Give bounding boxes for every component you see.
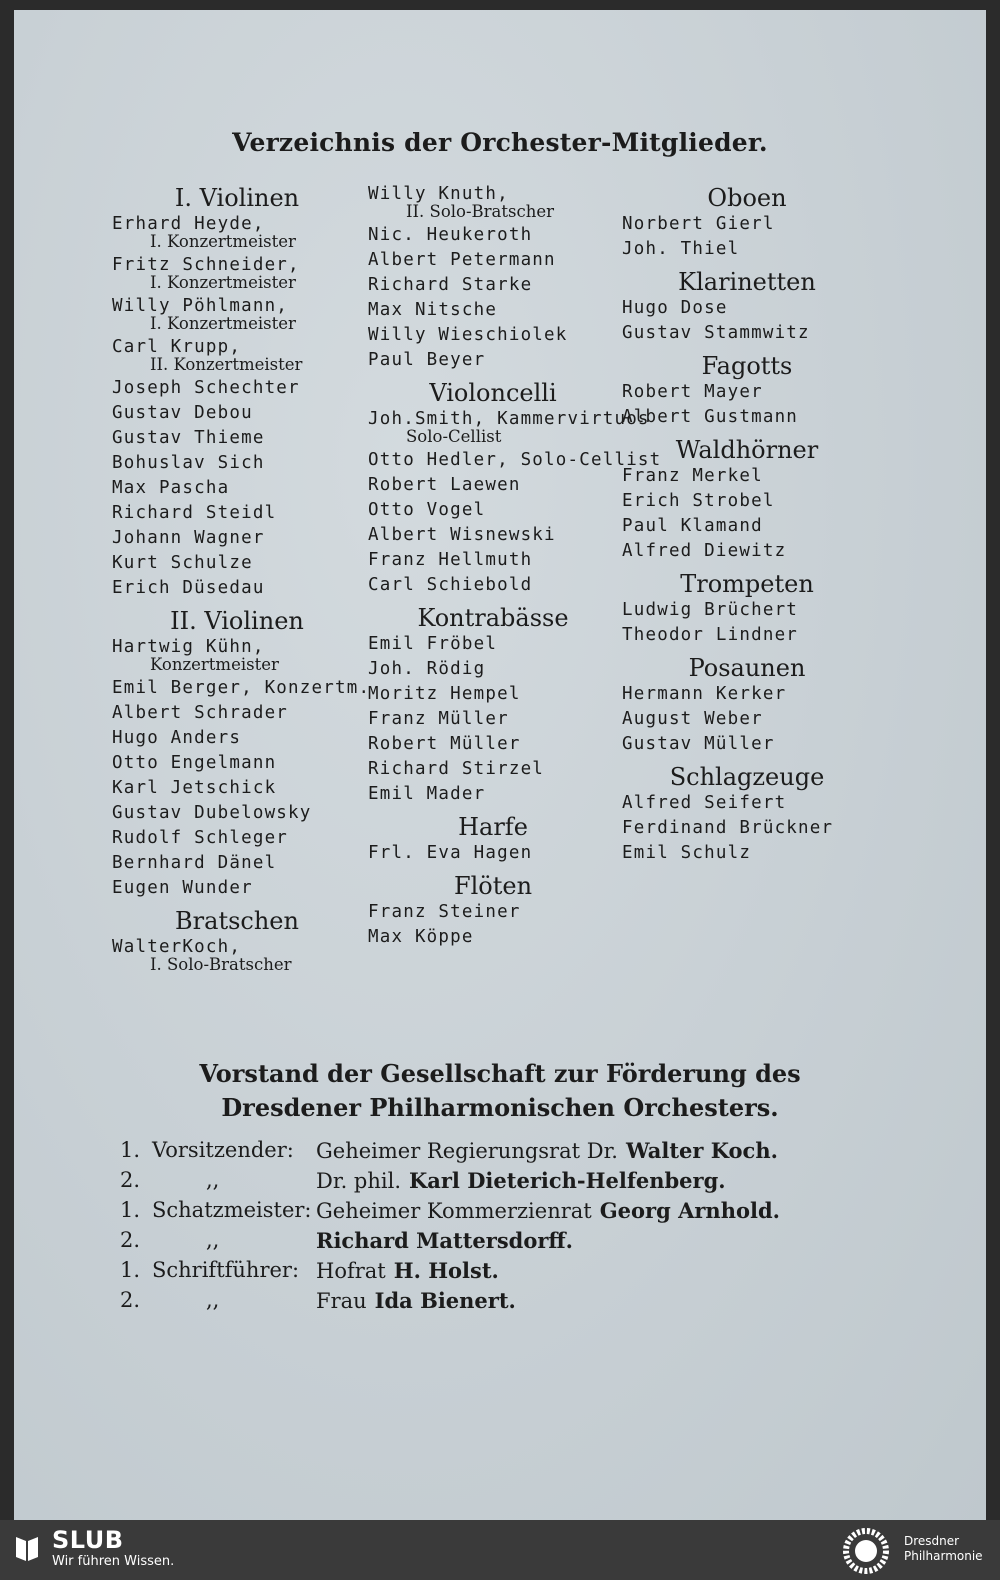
section-heading: Harfe — [458, 813, 528, 841]
section-heading: Trompeten — [680, 570, 814, 598]
member-name: Albert Gustmann — [622, 407, 799, 427]
board-row-number: 2. — [120, 1168, 141, 1192]
member-name: Norbert Gierl — [622, 214, 775, 234]
board-row-person — [316, 1198, 780, 1223]
member-name: Nic. Heukeroth — [368, 225, 533, 245]
board-row-name: H. Holst. — [393, 1258, 499, 1283]
member-name: Joseph Schechter — [112, 378, 300, 398]
section-heading: Violoncelli — [429, 379, 557, 407]
board-row-number: 1. — [120, 1138, 141, 1162]
member-name: Albert Schrader — [112, 703, 289, 723]
section-heading: Oboen — [707, 184, 787, 212]
board-row-person — [316, 1168, 726, 1193]
board-title — [0, 1057, 1000, 1125]
member-name: Hugo Anders — [112, 728, 242, 748]
section-heading: Bratschen — [175, 907, 299, 935]
member-name: Carl Krupp, — [112, 337, 242, 357]
board-row-number: 2. — [120, 1228, 141, 1252]
member-name: Franz Hellmuth — [368, 550, 533, 570]
slub-tagline: Wir führen Wissen. — [52, 1554, 175, 1569]
board-row-role: ,, — [206, 1288, 220, 1312]
board-row-person — [316, 1258, 499, 1283]
member-name: August Weber — [622, 709, 763, 729]
member-role: I. Konzertmeister — [150, 232, 296, 251]
member-name: Joh. Rödig — [368, 659, 486, 679]
board-row-role: ,, — [206, 1168, 220, 1192]
board-row-name: Georg Arnhold. — [599, 1198, 780, 1223]
board-row-title: Dr. phil. — [316, 1169, 401, 1193]
member-name: Alfred Seifert — [622, 793, 787, 813]
member-name: Franz Müller — [368, 709, 509, 729]
member-name: Gustav Müller — [622, 734, 775, 754]
board-row — [120, 1228, 880, 1258]
member-name: Rudolf Schleger — [112, 828, 289, 848]
member-name: Joh. Thiel — [622, 239, 740, 259]
board-list — [120, 1138, 880, 1318]
section-heading: Posaunen — [688, 654, 806, 682]
column-strings — [112, 184, 371, 976]
member-name: Emil Fröbel — [368, 634, 498, 654]
member-name: Theodor Lindner — [622, 625, 799, 645]
board-row — [120, 1198, 880, 1228]
board-row — [120, 1288, 880, 1318]
board-row-number: 2. — [120, 1288, 141, 1312]
member-name: Max Pascha — [112, 478, 230, 498]
member-name: Richard Steidl — [112, 503, 277, 523]
philharmonie-name-line2: Philharmonie — [904, 1549, 983, 1563]
board-title-line1: Vorstand der Gesellschaft zur Förderung des — [199, 1059, 801, 1088]
member-role: Solo-Cellist — [406, 427, 502, 446]
member-name: Hermann Kerker — [622, 684, 787, 704]
member-name: Willy Pöhlmann, — [112, 296, 289, 316]
column-winds — [622, 184, 872, 866]
member-name: Hugo Dose — [622, 298, 728, 318]
member-name: Emil Berger, Konzertm. — [112, 678, 371, 698]
member-name: Ferdinand Brückner — [622, 818, 834, 838]
board-row — [120, 1258, 880, 1288]
member-name: Ludwig Brüchert — [622, 600, 799, 620]
board-row-title: Geheimer Regierungsrat Dr. — [316, 1139, 618, 1163]
member-name: Alfred Diewitz — [622, 541, 787, 561]
page-title: Verzeichnis der Orchester-Mitglieder. — [232, 128, 768, 157]
member-role: II. Solo-Bratscher — [406, 202, 555, 221]
member-name: Johann Wagner — [112, 528, 265, 548]
board-row-title: Hofrat — [316, 1259, 386, 1283]
member-name: Albert Petermann — [368, 250, 556, 270]
board-row-name: Walter Koch. — [625, 1138, 778, 1163]
slub-book-icon — [14, 1533, 40, 1563]
board-row-name: Richard Mattersdorff. — [316, 1228, 573, 1253]
member-name: Richard Starke — [368, 275, 533, 295]
member-name: Otto Vogel — [368, 500, 486, 520]
member-name: Emil Schulz — [622, 843, 752, 863]
member-name: Robert Laewen — [368, 475, 521, 495]
philharmonie-name-line1: Dresdner — [904, 1534, 960, 1548]
board-row-person — [316, 1228, 573, 1253]
section-heading: Fagotts — [701, 352, 793, 380]
member-name: Erhard Heyde, — [112, 214, 265, 234]
member-name: Fritz Schneider, — [112, 255, 300, 275]
section-heading: Klarinetten — [678, 268, 816, 296]
member-name: Karl Jetschick — [112, 778, 277, 798]
member-name: Paul Klamand — [622, 516, 763, 536]
member-name: Richard Stirzel — [368, 759, 545, 779]
board-row — [120, 1168, 880, 1198]
member-name: Bohuslav Sich — [112, 453, 265, 473]
member-role: I. Konzertmeister — [150, 314, 296, 333]
member-name: Franz Steiner — [368, 902, 521, 922]
board-row-role: ,, — [206, 1228, 220, 1252]
member-name: Moritz Hempel — [368, 684, 521, 704]
member-name: Albert Wisnewski — [368, 525, 556, 545]
board-row-role: Schriftführer: — [152, 1258, 300, 1282]
member-name: Gustav Dubelowsky — [112, 803, 312, 823]
member-name: Emil Mader — [368, 784, 486, 804]
member-name: Max Köppe — [368, 927, 474, 947]
board-row-role: Vorsitzender: — [152, 1138, 294, 1162]
member-name: Franz Merkel — [622, 466, 763, 486]
member-name: Kurt Schulze — [112, 553, 253, 573]
philharmonie-name — [904, 1534, 983, 1564]
board-title-line2: Dresdener Philharmonischen Orchesters. — [221, 1093, 779, 1122]
board-row-person — [316, 1138, 778, 1163]
board-row-title: Geheimer Kommerzienrat — [316, 1199, 592, 1223]
board-row-name: Ida Bienert. — [374, 1288, 516, 1313]
member-name: Paul Beyer — [368, 350, 486, 370]
section-heading: Flöten — [453, 872, 533, 900]
member-name: Willy Wieschiolek — [368, 325, 568, 345]
member-name: Willy Knuth, — [368, 184, 509, 204]
member-name: Erich Düsedau — [112, 578, 265, 598]
member-name: Gustav Thieme — [112, 428, 265, 448]
member-name: Bernhard Dänel — [112, 853, 277, 873]
section-heading: Schlagzeuge — [669, 763, 825, 791]
member-name: WalterKoch, — [112, 937, 242, 957]
member-name: Hartwig Kühn, — [112, 637, 265, 657]
board-row-number: 1. — [120, 1258, 141, 1282]
section-heading: Kontrabässe — [417, 604, 569, 632]
board-row-title: Frau — [316, 1289, 367, 1313]
member-name: Carl Schiebold — [368, 575, 533, 595]
board-row-name: Karl Dieterich-Helfenberg. — [409, 1168, 726, 1193]
board-row-role: Schatzmeister: — [152, 1198, 312, 1222]
viewer-footer — [0, 1520, 1000, 1580]
member-name: Robert Müller — [368, 734, 521, 754]
member-name: Otto Engelmann — [112, 753, 277, 773]
philharmonie-logo-icon — [840, 1525, 892, 1577]
member-name: Erich Strobel — [622, 491, 775, 511]
column-strings-2 — [368, 182, 662, 950]
board-row-person — [316, 1288, 516, 1313]
member-role: I. Konzertmeister — [150, 273, 296, 292]
section-heading: II. Violinen — [170, 607, 304, 635]
board-row-number: 1. — [120, 1198, 141, 1222]
member-name: Joh.Smith, Kammervirtuos — [368, 409, 650, 429]
member-name: Gustav Debou — [112, 403, 253, 423]
member-name: Eugen Wunder — [112, 878, 253, 898]
member-name: Max Nitsche — [368, 300, 498, 320]
member-role: Konzertmeister — [150, 655, 279, 674]
member-name: Otto Hedler, Solo-Cellist — [368, 450, 662, 470]
member-name: Frl. Eva Hagen — [368, 843, 533, 863]
board-row — [120, 1138, 880, 1168]
member-role: I. Solo-Bratscher — [150, 955, 292, 974]
section-heading: I. Violinen — [174, 184, 300, 212]
member-name: Robert Mayer — [622, 382, 763, 402]
member-role: II. Konzertmeister — [150, 355, 303, 374]
section-heading: Waldhörner — [675, 436, 819, 464]
slub-name: SLUB — [52, 1526, 124, 1554]
member-name: Gustav Stammwitz — [622, 323, 810, 343]
